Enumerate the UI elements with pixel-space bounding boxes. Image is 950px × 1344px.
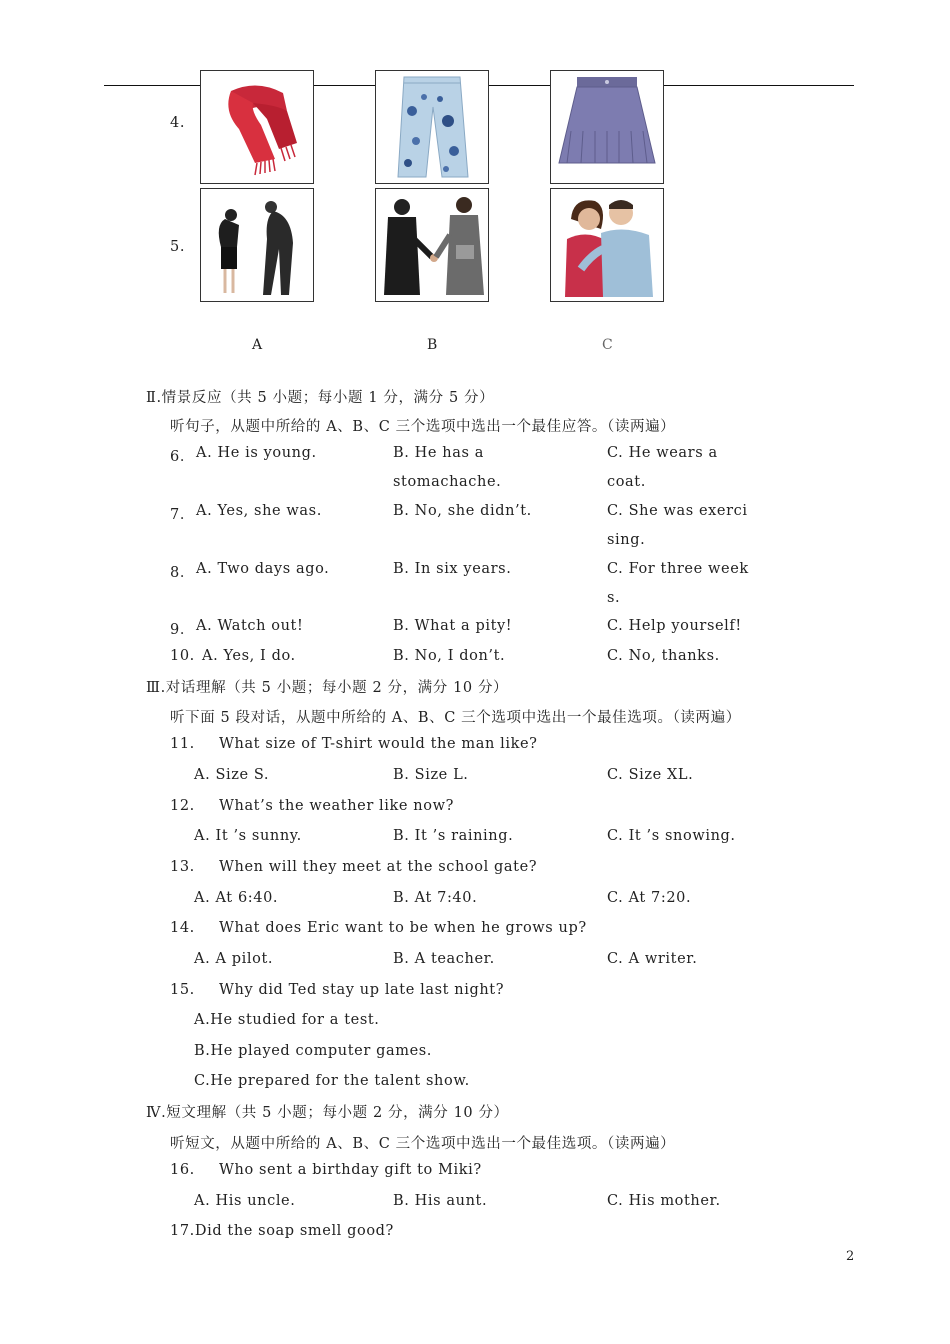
option-c: C. Help yourself! (607, 618, 742, 634)
option-b: B. Size L. (393, 767, 469, 783)
option-c: C. He wears a (607, 445, 718, 461)
option-a: A. Watch out! (196, 618, 304, 634)
question-number: 12. (170, 798, 195, 814)
hug-picture (550, 188, 664, 302)
option-c-cont: sing. (607, 532, 646, 548)
option-a: A. A pilot. (194, 951, 274, 967)
people-hugging-icon (551, 189, 663, 301)
option-c: C. She was exerci (607, 503, 748, 519)
option-b: B. He has a (393, 445, 484, 461)
people-bowing-icon (201, 189, 313, 301)
option-c: C.He prepared for the talent show. (194, 1073, 470, 1089)
option-b: B. At 7:40. (393, 890, 478, 906)
question-text: When will they meet at the school gate? (219, 859, 538, 875)
option-b-cont: stomachache. (393, 474, 502, 490)
section-2-instruction: 听句子，从题中所给的 A、B、C 三个选项中选出一个最佳应答。（读两遍） (170, 419, 676, 435)
option-c: C. At 7:20. (607, 890, 692, 906)
question-number: 16. (170, 1162, 195, 1178)
option-a: A. Two days ago. (196, 561, 330, 577)
question-text: Why did Ted stay up late last night? (219, 982, 505, 998)
question-5-number: 5. (170, 239, 186, 255)
option-a: A. He is young. (196, 445, 317, 461)
option-b: B. A teacher. (393, 951, 495, 967)
bowing-picture (200, 188, 314, 302)
option-c-cont: s. (607, 590, 621, 606)
option-a: A. His uncle. (194, 1193, 296, 1209)
question-4-number: 4. (170, 115, 186, 131)
handshake-picture (375, 188, 489, 302)
top-rule-mid2 (488, 85, 550, 86)
question-number: 11. (170, 736, 195, 752)
option-a: A.He studied for a test. (194, 1012, 380, 1028)
question-text: Who sent a birthday gift to Miki? (219, 1162, 482, 1178)
option-label-a: A (252, 337, 263, 353)
option-c: C. For three week (607, 561, 749, 577)
option-label-b: B (427, 337, 438, 353)
section-4-heading: Ⅳ.短文理解（共 5 小题；每小题 2 分，满分 10 分） (146, 1105, 509, 1121)
question-number: 13. (170, 859, 195, 875)
question-number: 8． (170, 565, 195, 581)
question-text: What size of T-shirt would the man like? (219, 736, 538, 752)
question-text: What’s the weather like now? (219, 798, 454, 814)
option-a: A. Yes, she was. (196, 503, 322, 519)
option-a: A. At 6:40. (194, 890, 279, 906)
option-c-cont: coat. (607, 474, 646, 490)
question-number: 14. (170, 920, 195, 936)
option-b: B.He played computer games. (194, 1043, 433, 1059)
scarf-icon (201, 71, 313, 183)
question-number: 9． (170, 622, 195, 638)
question-text: What does Eric want to be when he grows up? (219, 920, 587, 936)
question-17-text: 17.Did the soap smell good? (170, 1223, 394, 1239)
option-c: C. His mother. (607, 1193, 721, 1209)
people-shaking-hands-icon (376, 189, 488, 301)
section-2-heading: Ⅱ.情景反应（共 5 小题；每小题 1 分，满分 5 分） (146, 390, 495, 406)
question-number: 10. (170, 648, 195, 664)
option-c: C. It ’s snowing. (607, 828, 736, 844)
option-c: C. A writer. (607, 951, 698, 967)
option-c: C. No, thanks. (607, 648, 720, 664)
option-b: B. It ’s raining. (393, 828, 514, 844)
skirt-icon (551, 71, 663, 183)
skirt-picture (550, 70, 664, 184)
question-number: 7． (170, 507, 195, 523)
page-number: 2 (846, 1249, 855, 1264)
option-b: B. No, I don’t. (393, 648, 506, 664)
top-rule-left (104, 85, 200, 86)
option-b: B. No, she didn’t. (393, 503, 532, 519)
scarf-picture (200, 70, 314, 184)
section-4-instruction: 听短文，从题中所给的 A、B、C 三个选项中选出一个最佳选项。（读两遍） (170, 1136, 676, 1152)
option-a: A. It ’s sunny. (194, 828, 302, 844)
option-a: A. Size S. (194, 767, 270, 783)
question-number: 6． (170, 449, 195, 465)
jeans-picture (375, 70, 489, 184)
section-3-instruction: 听下面 5 段对话，从题中所给的 A、B、C 三个选项中选出一个最佳选项。（读两遍） (170, 710, 741, 726)
question-number: 15. (170, 982, 195, 998)
option-c: C. Size XL. (607, 767, 694, 783)
top-rule-right (664, 85, 854, 86)
option-b: B. His aunt. (393, 1193, 488, 1209)
option-a: A. Yes, I do. (202, 648, 296, 664)
section-3-heading: Ⅲ.对话理解（共 5 小题；每小题 2 分，满分 10 分） (146, 680, 509, 696)
option-label-c: C (602, 337, 613, 353)
option-b: B. In six years. (393, 561, 512, 577)
option-b: B. What a pity! (393, 618, 513, 634)
jeans-icon (376, 71, 488, 183)
